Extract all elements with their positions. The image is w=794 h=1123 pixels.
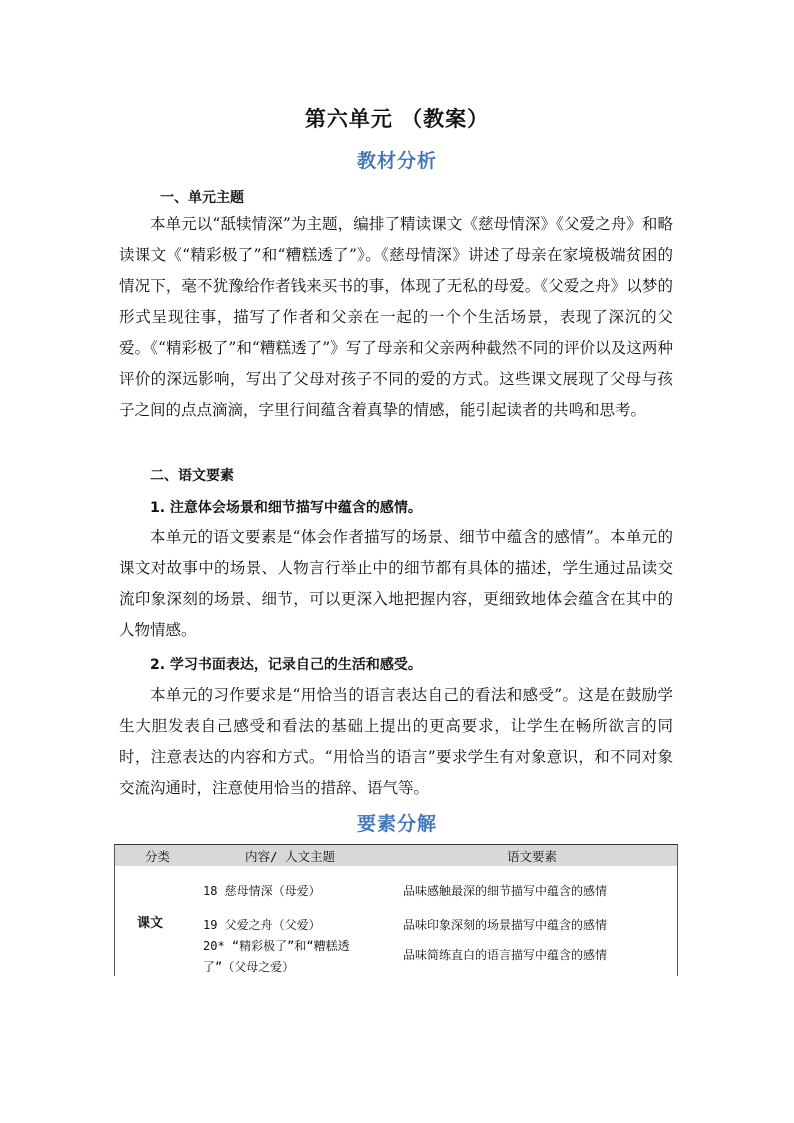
table-header-category: 分类 [145, 849, 171, 864]
heading-element-2: 2. 学习书面表达，记录自己的生活和感受。 [150, 657, 422, 673]
heading-unit-theme: 一、单元主题 [160, 190, 244, 206]
section-title-textbook-analysis: 教材分析 [356, 150, 437, 172]
table-cell-content: 了”（父母之爱） [203, 960, 295, 974]
table-cell-content: 18 慈母情深（母爱） [203, 884, 321, 898]
table-cell-content: 20* “精彩极了”和“糟糕透 [203, 939, 350, 953]
table-header-content: 内容/ 人文主题 [245, 849, 336, 864]
table-header-element: 语文要素 [507, 849, 558, 864]
heading-element-1: 1. 注意体会场景和细节描写中蕴含的感情。 [150, 500, 422, 516]
heading-language-elements: 二、语文要素 [150, 468, 234, 484]
table-cell-element: 品味感触最深的细节描写中蕴含的感情 [403, 884, 608, 898]
paragraph-element-2: 本单元的习作要求是“用恰当的语言表达自己的看法和感受”。这是在鼓励学生大胆发表自己感受和看法的基础上提出的更高要求，让学生在畅所欲言的同时，注意表达的内容和方式。“用恰当的语言”要求学生有对象意识，和不同对象交流沟通时，注意使用恰当的措辞、语气等。 [119, 686, 673, 797]
paragraph-unit-theme: 本单元以“舐犊情深”为主题，编排了精读课文《慈母情深》《父爱之舟》和略读课文《“精彩极了”和“糟糕透了”》。《慈母情深》讲述了母亲在家境极端贫困的情况下，毫不犹豫给作者钱来买书的事，体现了无私的母爱。《父爱之舟》以梦的形式呈现往事，描写了作者和父亲在一起的一个个生活场景，表现了深沉的父爱。《“精彩极了”和“糟糕透了”》写了母亲和父亲两种截然不同的评价以及这两种评价的深远影响，写出了父母对孩子不同的爱的方式。这些课文展现了父母与孩子之间的点点滴滴，字里行间蕴含着真挚的情感，能引起读者的共鸣和思考。 [119, 215, 673, 419]
section-title-element-breakdown: 要素分解 [356, 813, 437, 835]
table-cell-category: 课文 [137, 916, 164, 931]
document-title: 第六单元 （教案） [304, 107, 490, 131]
table-cell-content: 19 父爱之舟（父爱） [203, 918, 321, 932]
element-breakdown-table [114, 844, 678, 976]
paragraph-element-1: 本单元的语文要素是“体会作者描写的场景、细节中蕴含的感情”。本单元的课文对故事中的场景、人物言行举止中的细节都有具体的描述，学生通过品读交流印象深刻的场景、细节，可以更深入地把握内容，更细致地体会蕴含在其中的人物情感。 [119, 528, 673, 639]
table-body [114, 866, 678, 976]
table-cell-element: 品味印象深刻的场景描写中蕴含的感情 [403, 918, 608, 932]
table-cell-element: 品味简练直白的语言描写中蕴含的感情 [403, 948, 608, 962]
table-header-row [114, 844, 678, 866]
